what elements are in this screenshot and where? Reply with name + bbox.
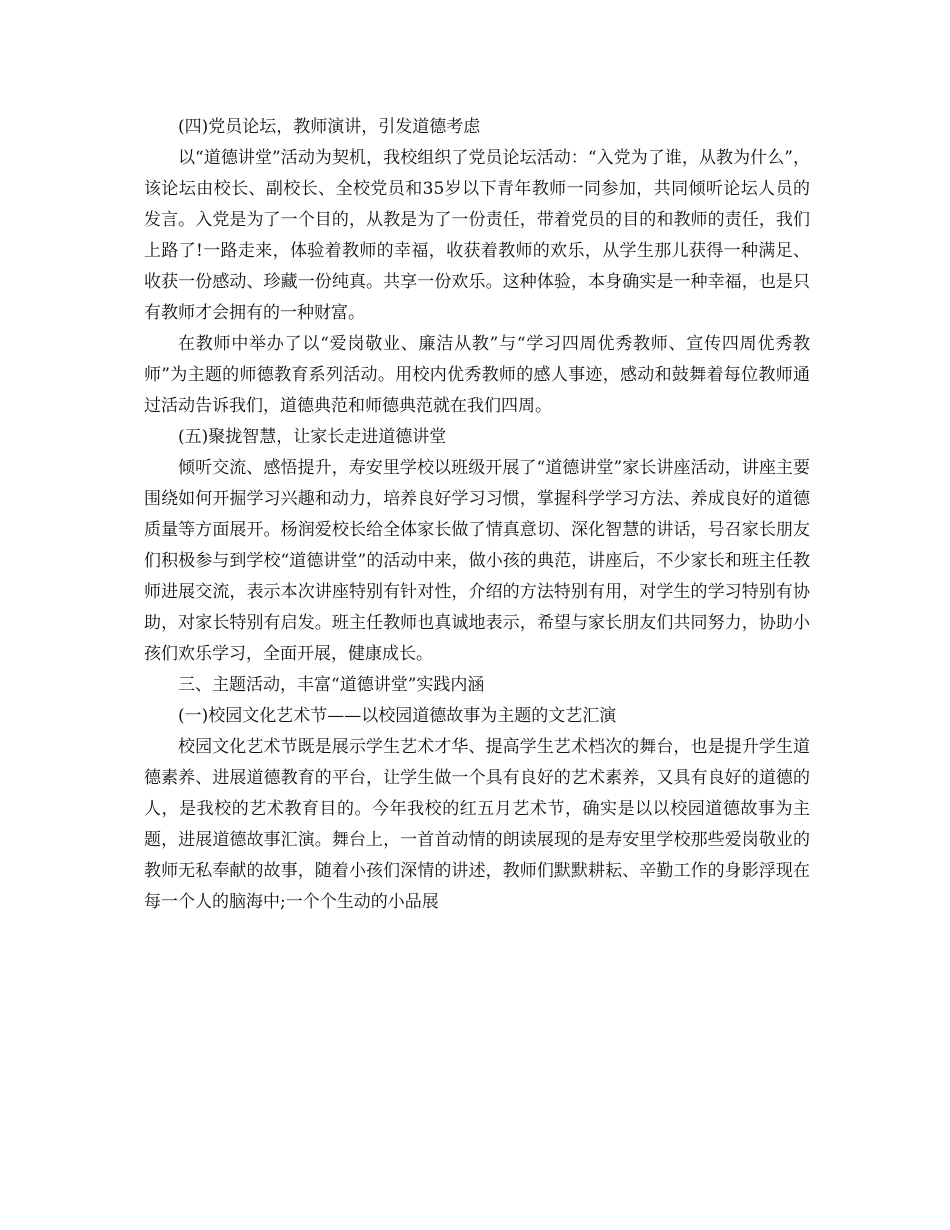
paragraph-party-forum: 以“道德讲堂”活动为契机，我校组织了党员论坛活动：“入党为了谁，从教为什么”，该论坛由校长、副校长、全校党员和35岁以下青年教师一同参加，共同倾听论坛人员的发言。入党是为了一个目的，从教是为了一份责任，带着党员的目的和教师的责任，我们上路了!一路走来，体验着教师的幸福，收获着教师的欢乐，从学生那儿获得一种满足、收获一份感动、珍藏一份纯真。共享一份欢乐。这种体验，本身确实是一种幸福，也是只有教师才会拥有的一种财富。 [144,148,810,323]
heading-section-three: 三、主题活动，丰富“道德讲堂”实践内涵 [178,675,485,695]
heading-party-forum: (四)党员论坛，教师演讲，引发道德考虑 [178,117,481,137]
paragraph-art-festival: 校园文化艺术节既是展示学生艺术才华、提高学生艺术档次的舞台，也是提升学生道德素养、进展道德教育的平台，让学生做一个具有良好的艺术素养，又具有良好的道德的人，是我校的艺术教育目的。今年我校的红五月艺术节，确实是以以校园道德故事为主题，进展道德故事汇演。舞台上，一首首动情的朗读展现的是寿安里学校那些爱岗敬业的教师无私奉献的故事，随着小孩们深情的讲述，教师们默默耕耘、辛勤工作的身影浮现在每一个人的脑海中;一个个生动的小品展 [144,737,810,912]
paragraph-parents: 倾听交流、感悟提升，寿安里学校以班级开展了“道德讲堂”家长讲座活动，讲座主要围绕如何开掘学习兴趣和动力，培养良好学习习惯，掌握科学学习方法、养成良好的道德质量等方面展开。杨润爱校长给全体家长做了情真意切、深化智慧的讲话，号召家长朋友们积极参与到学校“道德讲堂”的活动中来，做小孩的典范，讲座后，不少家长和班主任教师进展交流，表示本次讲座特别有针对性，介绍的方法特别有用，对学生的学习特别有协助，对家长特别有启发。班主任教师也真诚地表示，希望与家长朋友们共同努力，协助小孩们欢乐学习，全面开展，健康成长。 [144,458,810,664]
paragraph-teacher-ethics: 在教师中举办了以“爱岗敬业、廉洁从教”与“学习四周优秀教师、宣传四周优秀教师”为主题的师德教育系列活动。用校内优秀教师的感人事迹，感动和鼓舞着每位教师通过活动告诉我们，道德典范和师德典范就在我们四周。 [144,334,810,416]
document-body [144,112,810,918]
heading-parents: (五)聚拢智慧，让家长走进道德讲堂 [178,427,447,447]
heading-art-festival: (一)校园文化艺术节——以校园道德故事为主题的文艺汇演 [178,706,617,726]
